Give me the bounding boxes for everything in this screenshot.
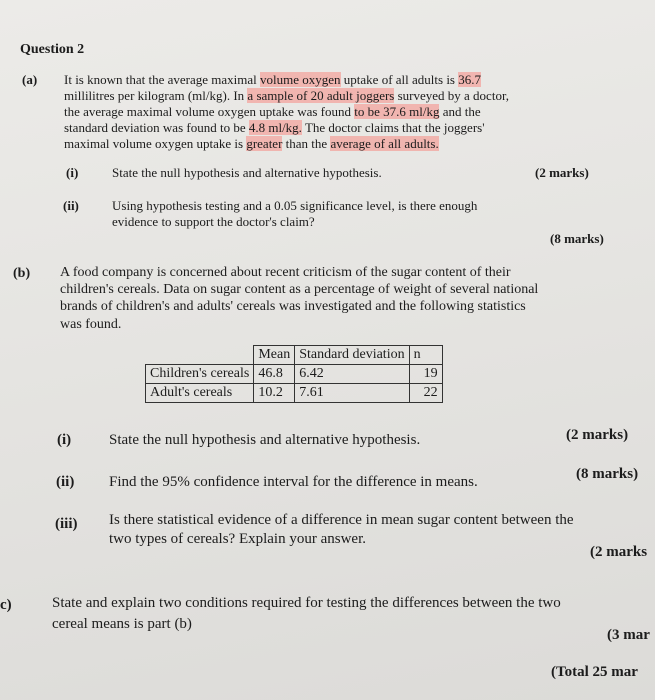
part-b-line-4: was found.	[60, 317, 122, 332]
part-a-label: (a)	[22, 72, 38, 87]
part-b-i-marks: (2 marks)	[566, 427, 629, 443]
part-a-ii-line-2: evidence to support the doctor's claim?	[112, 214, 315, 229]
part-b-iii-line-1: Is there statistical evidence of a difference in mean sugar content between the	[109, 512, 574, 528]
highlight-average-all-adults: average of all adults.	[330, 136, 439, 151]
part-a-line-1: It is known that the average maximal volume oxygen uptake of all adults is 36.7	[64, 72, 481, 87]
highlight-36-7: 36.7	[458, 72, 481, 87]
part-a-ii-marks: (8 marks)	[550, 231, 604, 246]
part-b-line-3: brands of children's and adults' cereals was investigated and the following statistics	[60, 299, 526, 314]
table-cell: 7.61	[295, 384, 409, 403]
statistics-table	[145, 345, 443, 403]
part-a-line-5: maximal volume oxygen uptake is greater than the average of all adults.	[64, 136, 439, 151]
highlight-std-dev: 4.8 ml/kg.	[248, 120, 302, 135]
part-a-ii-label: (ii)	[63, 198, 79, 213]
part-c-label: c)	[0, 597, 12, 613]
part-c-line-1: State and explain two conditions required for testing the differences between the two	[52, 595, 561, 611]
part-b-line-1: A food company is concerned about recent criticism of the sugar content of their	[60, 265, 511, 280]
question-title: Question 2	[20, 42, 85, 57]
table-cell: 10.2	[254, 384, 295, 403]
part-b-line-2: children's cereals. Data on sugar content as a percentage of weight of several national	[60, 282, 539, 297]
part-b-ii-marks: (8 marks)	[576, 466, 639, 482]
part-a-line-4: standard deviation was found to be 4.8 ml/kg. The doctor claims that the joggers'	[64, 120, 485, 135]
part-b-iii-marks: (2 marks	[590, 544, 648, 560]
part-b-i-label: (i)	[57, 432, 72, 448]
table-header-cell	[146, 346, 254, 365]
table-header-row	[146, 346, 443, 365]
table-cell: 6.42	[295, 365, 409, 384]
part-b-ii-label: (ii)	[56, 474, 75, 490]
part-a-i-marks: (2 marks)	[535, 165, 589, 180]
table-row	[146, 365, 443, 384]
highlight-sample-mean: to be 37.6 ml/kg	[354, 104, 440, 119]
part-b-label: (b)	[13, 266, 31, 281]
table-cell: 46.8	[254, 365, 295, 384]
table-cell: Adult's cereals	[146, 384, 254, 403]
highlight-sample-size: a sample of 20 adult joggers	[247, 88, 395, 103]
part-a-ii-line-1: Using hypothesis testing and a 0.05 significance level, is there enough	[112, 198, 478, 213]
part-a-line-2: millilitres per kilogram (ml/kg). In a sample of 20 adult joggers surveyed by a doctor,	[64, 88, 509, 103]
table-cell: 19	[409, 365, 442, 384]
highlight-volume-oxygen: volume oxygen	[260, 72, 341, 87]
total-marks: (Total 25 mar	[551, 664, 638, 680]
part-a-line-3: the average maximal volume oxygen uptake was found to be 37.6 ml/kg and the	[64, 104, 481, 119]
table-row	[146, 384, 443, 403]
table-header-cell: Standard deviation	[295, 346, 409, 365]
part-b-iii-line-2: two types of cereals? Explain your answer.	[109, 531, 366, 547]
highlight-greater: greater	[246, 136, 283, 151]
part-c-marks: (3 mar	[607, 627, 650, 643]
part-b-iii-label: (iii)	[55, 516, 78, 532]
part-a-i-text: State the null hypothesis and alternative hypothesis.	[112, 165, 382, 180]
part-b-ii-text: Find the 95% confidence interval for the difference in means.	[109, 474, 478, 490]
table-cell: Children's cereals	[146, 365, 254, 384]
table-header-cell: Mean	[254, 346, 295, 365]
table-header-cell: n	[409, 346, 442, 365]
part-a-i-label: (i)	[66, 165, 79, 180]
table-cell: 22	[409, 384, 442, 403]
part-b-i-text: State the null hypothesis and alternative hypothesis.	[109, 432, 421, 448]
part-c-line-2: cereal means is part (b)	[52, 616, 192, 632]
